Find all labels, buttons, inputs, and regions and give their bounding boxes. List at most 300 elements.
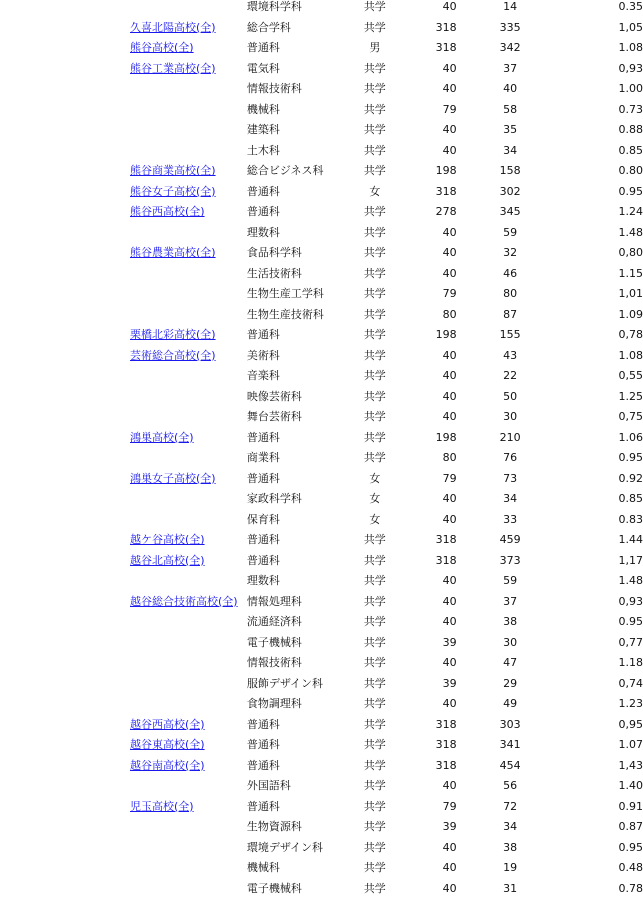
applicants-cell: 34	[503, 143, 518, 157]
table-row	[130, 18, 643, 39]
applicants-cell: 29	[503, 676, 518, 690]
applicants-cell: 49	[503, 697, 518, 711]
gender-cell: 共学	[363, 0, 386, 14]
capacity-cell: 40	[442, 574, 457, 588]
gender-cell: 共学	[363, 307, 386, 321]
course-cell: 建築科	[246, 123, 280, 137]
capacity-cell: 40	[442, 779, 457, 793]
applicants-cell: 341	[499, 738, 521, 752]
table-row	[130, 715, 643, 736]
course-cell: 機械科	[246, 861, 280, 875]
ratio-cell: 0.95	[618, 451, 643, 465]
applicants-cell: 454	[499, 758, 521, 772]
ratio-cell: 1.15	[618, 266, 643, 280]
capacity-cell: 40	[442, 840, 457, 854]
table-row	[130, 284, 643, 305]
table-row	[130, 694, 643, 715]
table-row	[130, 551, 643, 572]
ratio-cell: 0,75	[618, 410, 643, 424]
school-cell	[130, 735, 247, 756]
applicants-cell: 30	[503, 410, 518, 424]
capacity-cell: 40	[442, 143, 457, 157]
school-cell	[130, 223, 247, 244]
school-cell	[130, 428, 247, 449]
capacity-cell: 40	[442, 61, 457, 75]
course-cell: 食品科学科	[246, 246, 302, 260]
school-cell	[130, 797, 247, 818]
school-cell	[130, 346, 247, 367]
school-cell	[130, 202, 247, 223]
table-row	[130, 202, 643, 223]
course-cell: 普通科	[246, 758, 280, 772]
school-link[interactable]: 熊谷高校(全)	[130, 41, 194, 55]
applicants-cell: 158	[499, 164, 521, 178]
applicants-cell: 14	[503, 0, 518, 14]
school-link[interactable]: 熊谷商業高校(全)	[130, 164, 216, 178]
capacity-cell: 40	[442, 246, 457, 260]
table-row	[130, 387, 643, 408]
school-cell	[130, 776, 247, 797]
applicants-cell: 34	[503, 492, 518, 506]
capacity-cell: 40	[442, 512, 457, 526]
ratio-cell: 0,93	[618, 594, 643, 608]
course-cell: 美術科	[246, 348, 280, 362]
ratio-cell: 0.48	[618, 861, 643, 875]
capacity-cell: 318	[435, 553, 457, 567]
table-row	[130, 469, 643, 490]
gender-cell: 共学	[363, 799, 386, 813]
course-cell: 機械科	[246, 102, 280, 116]
applicants-cell: 38	[503, 615, 518, 629]
applicants-cell: 37	[503, 594, 518, 608]
capacity-cell: 40	[442, 492, 457, 506]
school-cell	[130, 366, 247, 387]
course-cell: 土木科	[246, 143, 280, 157]
capacity-cell: 40	[442, 0, 457, 14]
capacity-cell: 198	[435, 430, 457, 444]
ratio-cell: 0.92	[618, 471, 643, 485]
ratio-cell: 1.25	[618, 389, 643, 403]
school-cell	[130, 838, 247, 859]
ratio-cell: 0.95	[618, 840, 643, 854]
ratio-cell: 0.91	[618, 799, 643, 813]
course-cell: 外国語科	[246, 779, 291, 793]
capacity-cell: 40	[442, 615, 457, 629]
table-row	[130, 223, 643, 244]
school-cell	[130, 715, 247, 736]
capacity-cell: 40	[442, 697, 457, 711]
capacity-cell: 40	[442, 348, 457, 362]
table-row	[130, 674, 643, 695]
gender-cell: 共学	[363, 430, 386, 444]
gender-cell: 共学	[363, 840, 386, 854]
ratio-cell: 1.09	[618, 307, 643, 321]
applicants-cell: 342	[499, 41, 521, 55]
course-cell: 普通科	[246, 717, 280, 731]
course-cell: 総合学科	[246, 20, 291, 34]
table-row	[130, 243, 643, 264]
table-row	[130, 59, 643, 80]
table-row	[130, 120, 643, 141]
gender-cell: 女	[369, 471, 381, 485]
course-cell: 情報技術科	[246, 82, 302, 96]
applicants-cell: 76	[503, 451, 518, 465]
applicants-cell: 40	[503, 82, 518, 96]
course-cell: 音楽科	[246, 369, 280, 383]
applicants-cell: 459	[499, 533, 521, 547]
school-cell	[130, 264, 247, 285]
course-cell: 情報処理科	[246, 594, 302, 608]
school-cell	[130, 756, 247, 777]
gender-cell: 共学	[363, 389, 386, 403]
course-cell: 普通科	[246, 328, 280, 342]
applicants-cell: 210	[499, 430, 521, 444]
table-row	[130, 653, 643, 674]
school-cell	[130, 38, 247, 59]
school-link[interactable]: 越谷総合技術高校(全)	[130, 594, 238, 608]
school-cell	[130, 674, 247, 695]
school-cell	[130, 571, 247, 592]
table-row	[130, 817, 643, 838]
ratio-cell: 0.95	[618, 615, 643, 629]
gender-cell: 共学	[363, 697, 386, 711]
school-link[interactable]: 熊谷工業高校(全)	[130, 61, 216, 75]
applicants-cell: 303	[499, 717, 521, 731]
school-link[interactable]: 芸術総合高校(全)	[130, 348, 216, 362]
ratio-cell: 1.48	[618, 225, 643, 239]
course-cell: 普通科	[246, 471, 280, 485]
capacity-cell: 80	[442, 307, 457, 321]
school-cell	[130, 0, 247, 18]
capacity-cell: 40	[442, 225, 457, 239]
ratio-cell: 0.88	[618, 123, 643, 137]
ratio-cell: 1.08	[618, 41, 643, 55]
gender-cell: 女	[369, 512, 381, 526]
course-cell: 保育科	[246, 512, 280, 526]
capacity-cell: 40	[442, 82, 457, 96]
ratio-cell: 1.18	[618, 656, 643, 670]
school-link[interactable]: 熊谷農業高校(全)	[130, 246, 216, 260]
gender-cell: 共学	[363, 369, 386, 383]
capacity-cell: 40	[442, 881, 457, 895]
gender-cell: 女	[369, 492, 381, 506]
applicants-cell: 72	[503, 799, 518, 813]
course-cell: 普通科	[246, 205, 280, 219]
ratio-cell: 0.83	[618, 512, 643, 526]
gender-cell: 共学	[363, 61, 386, 75]
ratio-cell: 0,55	[618, 369, 643, 383]
applicants-cell: 47	[503, 656, 518, 670]
capacity-cell: 40	[442, 369, 457, 383]
course-cell: 環境デザイン科	[246, 840, 324, 854]
school-cell	[130, 100, 247, 121]
course-cell: 理数科	[246, 225, 280, 239]
ratio-cell: 0,80	[618, 246, 643, 260]
gender-cell: 女	[369, 184, 381, 198]
course-cell: 普通科	[246, 41, 280, 55]
school-cell	[130, 817, 247, 838]
capacity-cell: 40	[442, 266, 457, 280]
ratio-cell: 1,17	[618, 553, 643, 567]
course-cell: 舞台芸術科	[246, 410, 302, 424]
table-row	[130, 530, 643, 551]
table-row	[130, 161, 643, 182]
ratio-cell: 0.73	[618, 102, 643, 116]
applicants-cell: 46	[503, 266, 518, 280]
school-cell	[130, 120, 247, 141]
gender-cell: 共学	[363, 635, 386, 649]
capacity-cell: 79	[442, 102, 457, 116]
ratio-cell: 0,74	[618, 676, 643, 690]
school-cell	[130, 182, 247, 203]
course-cell: 商業科	[246, 451, 280, 465]
school-link[interactable]: 越谷西高校(全)	[130, 717, 205, 731]
applicants-cell: 30	[503, 635, 518, 649]
capacity-cell: 40	[442, 389, 457, 403]
ratio-cell: 0.85	[618, 492, 643, 506]
capacity-cell: 40	[442, 594, 457, 608]
applicants-cell: 59	[503, 225, 518, 239]
table-row	[130, 858, 643, 879]
school-cell	[130, 592, 247, 613]
ratio-cell: 0.78	[618, 881, 643, 895]
course-cell: 総合ビジネス科	[246, 164, 324, 178]
table-row	[130, 79, 643, 100]
gender-cell: 共学	[363, 205, 386, 219]
course-cell: 普通科	[246, 184, 280, 198]
course-cell: 生物資源科	[246, 820, 302, 834]
school-cell	[130, 141, 247, 162]
capacity-cell: 318	[435, 758, 457, 772]
course-cell: 生物生産技術科	[246, 307, 324, 321]
ratio-cell: 1.44	[618, 533, 643, 547]
gender-cell: 共学	[363, 553, 386, 567]
school-cell	[130, 284, 247, 305]
course-cell: 普通科	[246, 799, 280, 813]
applicants-cell: 33	[503, 512, 518, 526]
gender-cell: 共学	[363, 225, 386, 239]
gender-cell: 共学	[363, 758, 386, 772]
school-cell	[130, 469, 247, 490]
applicants-cell: 43	[503, 348, 518, 362]
school-link[interactable]: 越ケ谷高校(全)	[130, 533, 205, 547]
ratio-cell: 1,01	[618, 287, 643, 301]
ratio-cell: 0,93	[618, 61, 643, 75]
school-link[interactable]: 越谷東高校(全)	[130, 738, 205, 752]
school-cell	[130, 387, 247, 408]
table-row	[130, 735, 643, 756]
gender-cell: 共学	[363, 820, 386, 834]
gender-cell: 共学	[363, 143, 386, 157]
capacity-cell: 318	[435, 738, 457, 752]
gender-cell: 共学	[363, 615, 386, 629]
gender-cell: 共学	[363, 451, 386, 465]
table-row	[130, 489, 643, 510]
ratio-cell: 0,95	[618, 717, 643, 731]
table-row	[130, 407, 643, 428]
gender-cell: 共学	[363, 164, 386, 178]
capacity-cell: 79	[442, 471, 457, 485]
capacity-cell: 79	[442, 799, 457, 813]
course-cell: 普通科	[246, 430, 280, 444]
gender-cell: 共学	[363, 266, 386, 280]
gender-cell: 共学	[363, 717, 386, 731]
table-body	[130, 0, 643, 899]
applicants-cell: 37	[503, 61, 518, 75]
capacity-cell: 40	[442, 861, 457, 875]
course-cell: 流通経済科	[246, 615, 302, 629]
applicants-cell: 73	[503, 471, 518, 485]
capacity-cell: 278	[435, 205, 457, 219]
gender-cell: 共学	[363, 594, 386, 608]
applicants-cell: 373	[499, 553, 521, 567]
gender-cell: 共学	[363, 779, 386, 793]
school-cell	[130, 18, 247, 39]
school-link[interactable]: 鴻巣高校(全)	[130, 430, 194, 444]
ratio-cell: 0.95	[618, 184, 643, 198]
school-cell	[130, 407, 247, 428]
school-link[interactable]: 鴻巣女子高校(全)	[130, 471, 216, 485]
ratio-cell: 1.08	[618, 348, 643, 362]
school-cell	[130, 448, 247, 469]
ratio-cell: 1.23	[618, 697, 643, 711]
capacity-cell: 79	[442, 287, 457, 301]
table-row	[130, 797, 643, 818]
ratio-cell: 1.00	[618, 82, 643, 96]
school-cell	[130, 161, 247, 182]
school-cell	[130, 551, 247, 572]
applicants-cell: 19	[503, 861, 518, 875]
applicants-cell: 31	[503, 881, 518, 895]
ratio-cell: 1.06	[618, 430, 643, 444]
course-cell: 普通科	[246, 553, 280, 567]
applicants-cell: 32	[503, 246, 518, 260]
course-cell: 理数科	[246, 574, 280, 588]
school-cell	[130, 305, 247, 326]
school-cell	[130, 59, 247, 80]
capacity-cell: 40	[442, 123, 457, 137]
capacity-cell: 318	[435, 184, 457, 198]
gender-cell: 共学	[363, 20, 386, 34]
ratio-cell: 1,43	[618, 758, 643, 772]
capacity-cell: 40	[442, 410, 457, 424]
applicants-cell: 56	[503, 779, 518, 793]
applicants-cell: 345	[499, 205, 521, 219]
table-row	[130, 38, 643, 59]
table-row	[130, 264, 643, 285]
course-cell: 電気科	[246, 61, 280, 75]
course-cell: 普通科	[246, 533, 280, 547]
applicants-cell: 335	[499, 20, 521, 34]
ratio-cell: 0,77	[618, 635, 643, 649]
gender-cell: 共学	[363, 656, 386, 670]
gender-cell: 共学	[363, 410, 386, 424]
gender-cell: 共学	[363, 676, 386, 690]
capacity-cell: 318	[435, 533, 457, 547]
school-cell	[130, 612, 247, 633]
applicants-cell: 22	[503, 369, 518, 383]
table-row	[130, 346, 643, 367]
ratio-cell: 1.48	[618, 574, 643, 588]
school-cell	[130, 489, 247, 510]
table-row	[130, 571, 643, 592]
applicants-cell: 80	[503, 287, 518, 301]
table-row	[130, 879, 643, 900]
school-link[interactable]: 熊谷女子高校(全)	[130, 184, 216, 198]
table-row	[130, 592, 643, 613]
school-cell	[130, 79, 247, 100]
gender-cell: 共学	[363, 348, 386, 362]
applicants-cell: 34	[503, 820, 518, 834]
gender-cell: 共学	[363, 102, 386, 116]
table-row	[130, 612, 643, 633]
capacity-cell: 318	[435, 20, 457, 34]
capacity-cell: 39	[442, 820, 457, 834]
capacity-cell: 39	[442, 635, 457, 649]
school-cell	[130, 653, 247, 674]
gender-cell: 共学	[363, 246, 386, 260]
applicants-cell: 35	[503, 123, 518, 137]
course-cell: 普通科	[246, 738, 280, 752]
gender-cell: 共学	[363, 881, 386, 895]
gender-cell: 共学	[363, 738, 386, 752]
table-row	[130, 448, 643, 469]
gender-cell: 共学	[363, 861, 386, 875]
school-cell	[130, 243, 247, 264]
school-link[interactable]: 栗橋北彩高校(全)	[130, 328, 216, 342]
table-row	[130, 776, 643, 797]
capacity-cell: 318	[435, 717, 457, 731]
gender-cell: 共学	[363, 533, 386, 547]
ratio-cell: 1.07	[618, 738, 643, 752]
school-link[interactable]: 児玉高校(全)	[130, 799, 194, 813]
applicants-cell: 50	[503, 389, 518, 403]
ratio-cell: 0.85	[618, 143, 643, 157]
gender-cell: 共学	[363, 123, 386, 137]
school-cell	[130, 325, 247, 346]
school-link[interactable]: 熊谷西高校(全)	[130, 205, 205, 219]
school-cell	[130, 879, 247, 900]
capacity-cell: 39	[442, 676, 457, 690]
ratio-cell: 1.24	[618, 205, 643, 219]
course-cell: 生物生産工学科	[246, 287, 324, 301]
school-link[interactable]: 久喜北陽高校(全)	[130, 20, 216, 34]
course-cell: 情報技術科	[246, 656, 302, 670]
course-cell: 食物調理科	[246, 697, 302, 711]
ratio-cell: 0,78	[618, 328, 643, 342]
capacity-cell: 318	[435, 41, 457, 55]
table-row	[130, 182, 643, 203]
school-link[interactable]: 越谷北高校(全)	[130, 553, 205, 567]
ratio-cell: 0.80	[618, 164, 643, 178]
table-row	[130, 305, 643, 326]
table-row	[130, 838, 643, 859]
table-row	[130, 366, 643, 387]
gender-cell: 共学	[363, 82, 386, 96]
ratio-cell: 1,05	[618, 20, 643, 34]
school-cell	[130, 694, 247, 715]
applicants-cell: 87	[503, 307, 518, 321]
school-cell	[130, 530, 247, 551]
table-row	[130, 633, 643, 654]
table-row	[130, 510, 643, 531]
ratio-cell: 0.87	[618, 820, 643, 834]
gender-cell: 共学	[363, 287, 386, 301]
ratio-cell: 1.40	[618, 779, 643, 793]
course-cell: 電子機械科	[246, 635, 302, 649]
capacity-cell: 198	[435, 164, 457, 178]
school-link[interactable]: 越谷南高校(全)	[130, 758, 205, 772]
